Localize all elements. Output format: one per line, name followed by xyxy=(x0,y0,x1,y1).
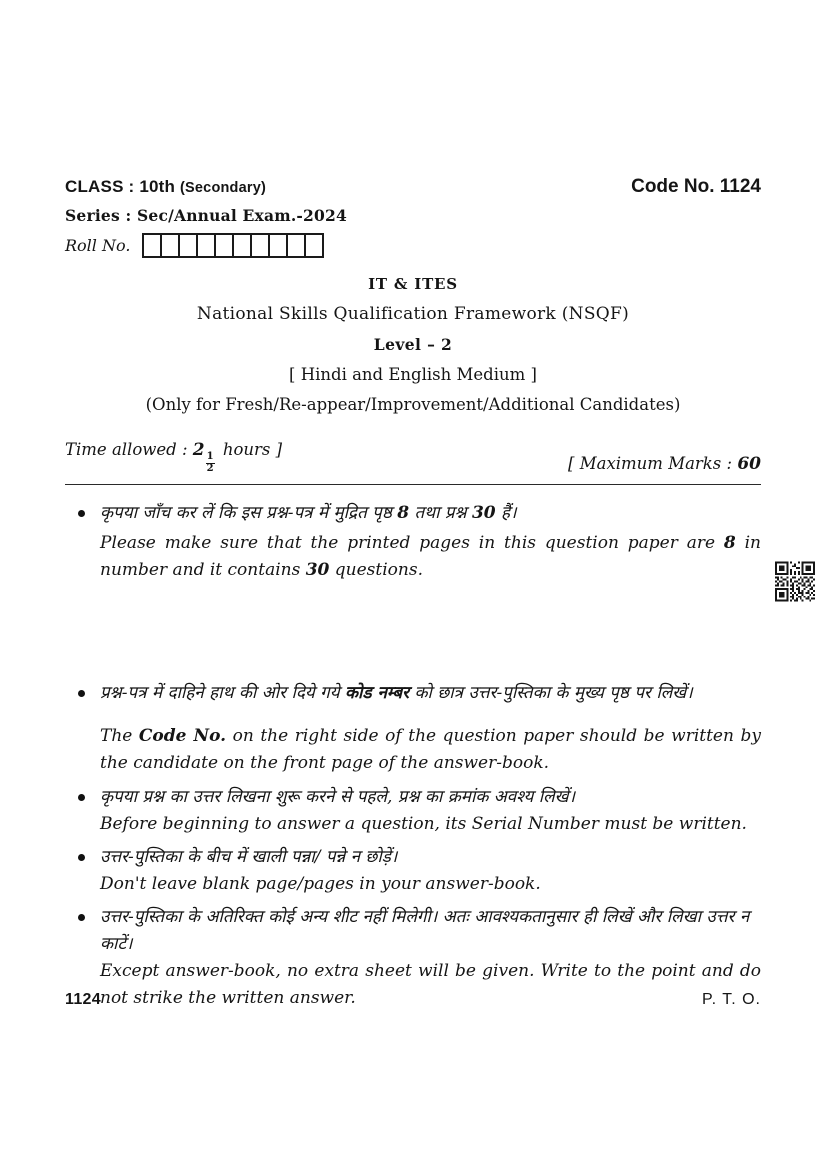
marks-prefix: [ Maximum Marks : xyxy=(568,454,738,473)
time-allowed-suffix: hours ] xyxy=(217,440,283,459)
instruction-hindi: कृपया जाँच कर लें कि इस प्रश्न-पत्र में मुद्रित पृष्ठ 8 तथा प्रश्न 30 हैं। xyxy=(100,503,517,523)
time-marks-row xyxy=(65,440,761,474)
roll-digit-box xyxy=(196,233,216,258)
instruction-english: Please make sure that the printed pages in this question paper are 8 in number and it contains 30 questions. xyxy=(100,533,761,580)
bullet-icon xyxy=(78,690,85,697)
bullet-icon xyxy=(78,914,85,921)
bullet-icon xyxy=(78,510,85,517)
roll-number-row xyxy=(65,232,761,258)
instruction-hindi: उत्तर-पुस्तिका के बीच में खाली पन्ना/ पन्ने न छोड़ें। xyxy=(100,847,398,867)
roll-digit-box xyxy=(214,233,234,258)
footer-row xyxy=(65,991,761,1009)
instruction-english: Before beginning to answer a question, its Serial Number must be written. xyxy=(100,814,747,834)
roll-no-label: Roll No. xyxy=(65,235,131,255)
instruction-hindi: कृपया प्रश्न का उत्तर लिखना शुरू करने से पहले, प्रश्न का क्रमांक अवश्य लिखें। xyxy=(100,787,576,807)
horizontal-divider xyxy=(65,484,761,485)
roll-digit-box xyxy=(268,233,288,258)
roll-number-boxes xyxy=(142,233,324,258)
medium-note: [ Hindi and English Medium ] xyxy=(289,365,537,384)
header-row xyxy=(65,176,761,198)
qr-code-icon xyxy=(775,561,815,602)
candidates-note: (Only for Fresh/Re-appear/Improvement/Additional Candidates) xyxy=(145,395,681,414)
roll-digit-box xyxy=(286,233,306,258)
title-block xyxy=(65,275,761,414)
instruction-item xyxy=(65,844,761,898)
roll-digit-box xyxy=(160,233,180,258)
subject-title: IT & ITES xyxy=(368,275,458,293)
roll-digit-box xyxy=(232,233,252,258)
level-title: Level – 2 xyxy=(373,335,453,354)
framework-title: National Skills Qualification Framework (NSQF) xyxy=(196,304,630,324)
footer-pto: P. T. O. xyxy=(702,991,761,1008)
bullet-icon xyxy=(78,794,85,801)
time-fraction: $\frac{1}{2}$ xyxy=(206,451,214,474)
marks-value: 60 xyxy=(737,454,761,474)
roll-digit-box xyxy=(142,233,162,258)
class-label: CLASS : 10th xyxy=(65,177,176,196)
footer-page-code: 1124 xyxy=(65,991,101,1008)
time-allowed xyxy=(65,440,282,474)
roll-digit-box xyxy=(178,233,198,258)
class-secondary-label: (Secondary) xyxy=(180,180,267,196)
instruction-item xyxy=(65,680,761,777)
instruction-item xyxy=(65,784,761,838)
roll-digit-box xyxy=(250,233,270,258)
class-line xyxy=(65,177,266,197)
instruction-english: Except answer-book, no extra sheet will be given. Write to the point and do not strike the written answer. xyxy=(100,961,761,1008)
roll-digit-box xyxy=(304,233,324,258)
maximum-marks xyxy=(568,454,761,474)
instruction-hindi: प्रश्न-पत्र में दाहिने हाथ की ओर दिये गये कोड नम्बर को छात्र उत्तर-पुस्तिका के मुख्य पृष्ठ पर लिखें। xyxy=(100,683,693,703)
time-allowed-prefix: Time allowed : xyxy=(65,440,193,459)
time-whole: 2 xyxy=(192,440,205,460)
instruction-english: Don't leave blank page/pages in your answer-book. xyxy=(100,874,541,894)
instruction-english: The Code No. on the right side of the question paper should be written by the candidate on the front page of the answer-book. xyxy=(100,726,761,773)
series-line: Series : Sec/Annual Exam.-2024 xyxy=(65,206,347,225)
bullet-icon xyxy=(78,854,85,861)
instructions-list xyxy=(65,500,761,1012)
instruction-item xyxy=(65,500,761,584)
instruction-hindi: उत्तर-पुस्तिका के अतिरिक्त कोई अन्य शीट नहीं मिलेगी। अतः आवश्यकतानुसार ही लिखें और लिखा उत्तर न काटें। xyxy=(100,907,750,954)
code-number: Code No. 1124 xyxy=(631,176,761,197)
